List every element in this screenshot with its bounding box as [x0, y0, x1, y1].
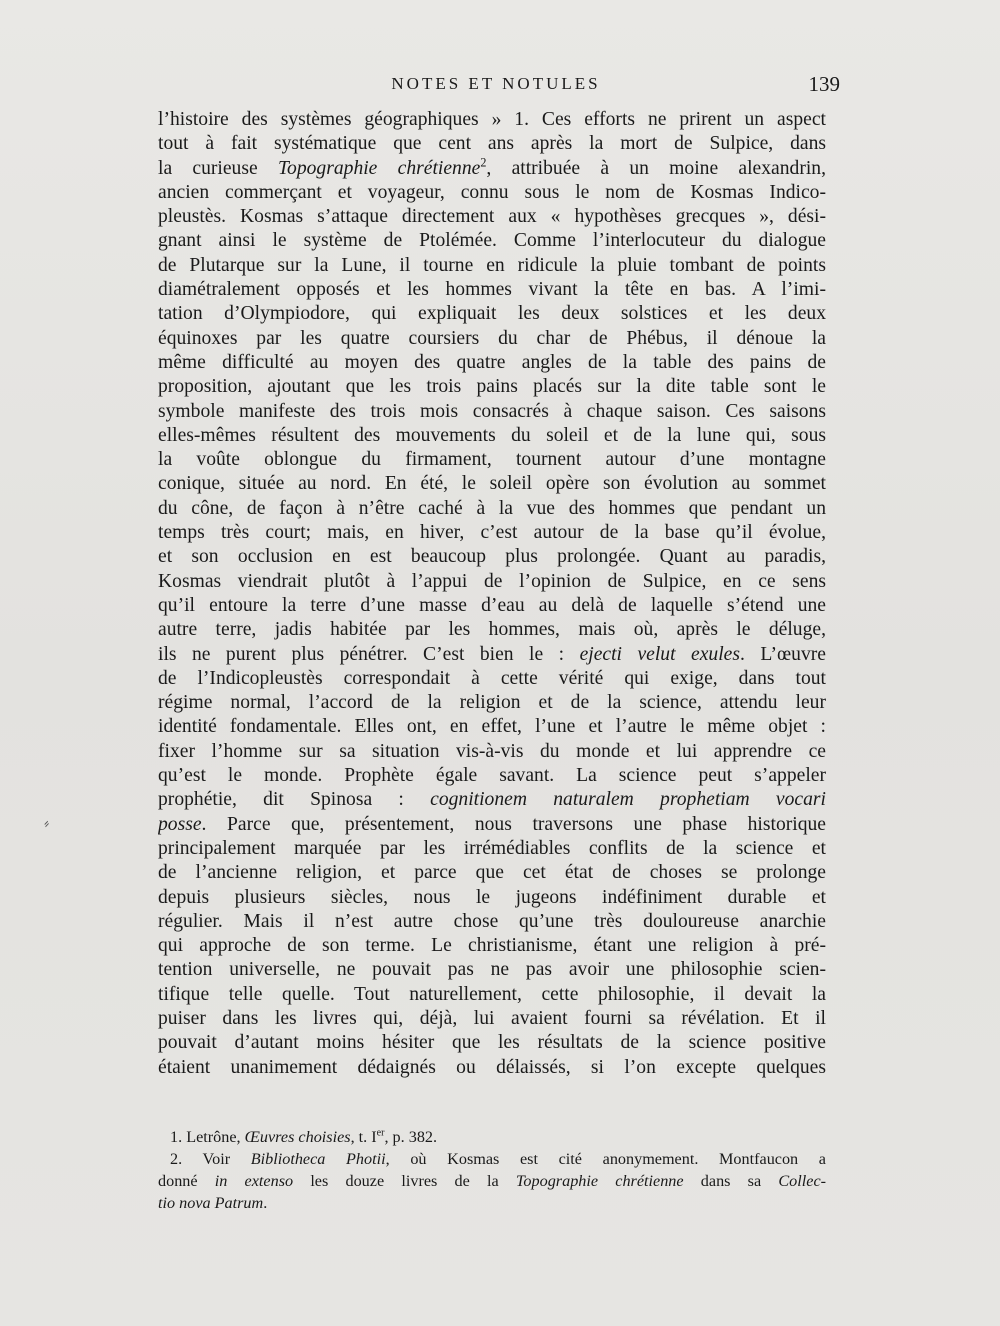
text-line: et son occlusion en est beaucoup plus prolongée. Quant au paradis, [158, 546, 826, 568]
text-line: fixer l’homme sur sa situation vis-à-vis du monde et lui apprendre ce [158, 740, 826, 762]
text-line: identité fondamentale. Elles ont, en effet, l’une et l’autre le même objet : [158, 716, 826, 738]
text-line: pouvait d’autant moins hésiter que les résultats de la science positive [158, 1032, 826, 1054]
footnotes [158, 1126, 826, 1214]
text-line: tifique telle quelle. Tout naturellement, cette philosophie, il devait la [158, 983, 826, 1005]
text-line: la voûte oblongue du firmament, tournent autour d’une montagne [158, 449, 826, 471]
text-line: tout à fait systématique que cent ans après la mort de Sulpice, dans [158, 133, 826, 155]
footnote-2: 2. Voir Bibliotheca Photii, où Kosmas est cité anonymement. Montfaucon a [170, 1150, 826, 1168]
text-line: tention universelle, ne pouvait pas ne pas avoir une philosophie scien- [158, 959, 826, 981]
text-line: régulier. Mais il n’est autre chose qu’une très douloureuse anarchie [158, 910, 826, 932]
text-line: principalement marquée par les irrémédiables conflits de la science et [158, 837, 826, 859]
text-line: posse. Parce que, présentement, nous traversons une phase historique [158, 813, 826, 835]
text-line: de l’ancienne religion, et parce que cet état de choses se prolonge [158, 862, 826, 884]
text-line: qui approche de son terme. Le christianisme, étant une religion à pré- [158, 935, 826, 957]
text-line: depuis plusieurs siècles, nous le jugeons indéfiniment durable et [158, 886, 826, 908]
text-line: qu’est le monde. Prophète égale savant. La science peut s’appeler [158, 765, 826, 787]
text-line: régime normal, l’accord de la religion et de la science, attendu leur [158, 692, 826, 714]
text-line: puiser dans les livres qui, déjà, lui avaient fourni sa révélation. Et il [158, 1007, 826, 1029]
text-line: autre terre, jadis habitée par les hommes, mais où, après le déluge, [158, 619, 826, 641]
text-line: temps très court; mais, en hiver, c’est autour de la base qu’il évolue, [158, 522, 826, 544]
text-line: gnant ainsi le système de Ptolémée. Comme l’interlocuteur du dialogue [158, 230, 826, 252]
text-line: même difficulté au moyen des quatre angles de la table des pains de [158, 351, 826, 373]
text-line: de l’Indicopleustès correspondait à cette vérité qui exige, dans tout [158, 667, 826, 689]
text-line: tation d’Olympiodore, qui expliquait les deux solstices et les deux [158, 303, 826, 325]
text-line: Kosmas viendrait plutôt à l’appui de l’opinion de Sulpice, en ce sens [158, 570, 826, 592]
text-line: la curieuse Topographie chrétienne$^2$, attribuée à un moine alexandrin, [158, 156, 826, 179]
footnote-ref: 1 [514, 109, 525, 130]
footnote-2-continued: donné in extenso les douze livres de la Topographie chrétienne dans sa Collec- [158, 1172, 826, 1190]
text-line: étaient unanimement dédaignés ou délaissés, si l’on excepte quelques [158, 1056, 826, 1078]
body-text [158, 108, 826, 1080]
page-number: 139 [808, 72, 840, 96]
text-line: elles-mêmes résultent des mouvements du soleil et de la lune qui, sous [158, 424, 826, 446]
footnote-1: 1. Letrône, Œuvres choisies, t. Ier, p. 382. [170, 1127, 438, 1146]
text-line: l’histoire des systèmes géographiques » 1. Ces efforts ne prirent un aspect [158, 109, 826, 130]
text-line: ancien commerçant et voyageur, connu sous le nom de Kosmas Indico- [158, 181, 826, 203]
text-line: diamétralement opposés et les hommes vivant la tête en bas. A l’imi- [158, 279, 826, 301]
text-line: ils ne purent plus pénétrer. C’est bien le : ejecti velut exules. L’œuvre [158, 643, 826, 665]
text-line: du cône, de façon à n’être caché à la vue des hommes que pendant un [158, 497, 826, 519]
margin-mark: ⸗ [41, 814, 52, 833]
text-line: conique, située au nord. En été, le soleil opère son évolution au sommet [158, 473, 826, 495]
footnote-ref: 2 [480, 156, 487, 170]
text-line: proposition, ajoutant que les trois pains placés sur la dite table sont le [158, 376, 826, 398]
running-title: NOTES ET NOTULES [391, 74, 601, 93]
text-line: symbole manifeste des trois mois consacrés à chaque saison. Ces saisons [158, 400, 826, 422]
running-head [152, 72, 840, 98]
text-line: équinoxes par les quatre coursiers du char de Phébus, il dénoue la [158, 327, 826, 349]
text-line: prophétie, dit Spinosa : cognitionem naturalem prophetiam vocari [158, 789, 826, 811]
footnote-2-end: tio nova Patrum. [158, 1194, 268, 1212]
text-line: qu’il entoure la terre d’une masse d’eau au delà de laquelle s’étend une [158, 594, 826, 616]
text-line: pleustès. Kosmas s’attaque directement aux « hypothèses grecques », dési- [158, 206, 826, 228]
text-line: de Plutarque sur la Lune, il tourne en ridicule la pluie tombant de points [158, 254, 826, 276]
